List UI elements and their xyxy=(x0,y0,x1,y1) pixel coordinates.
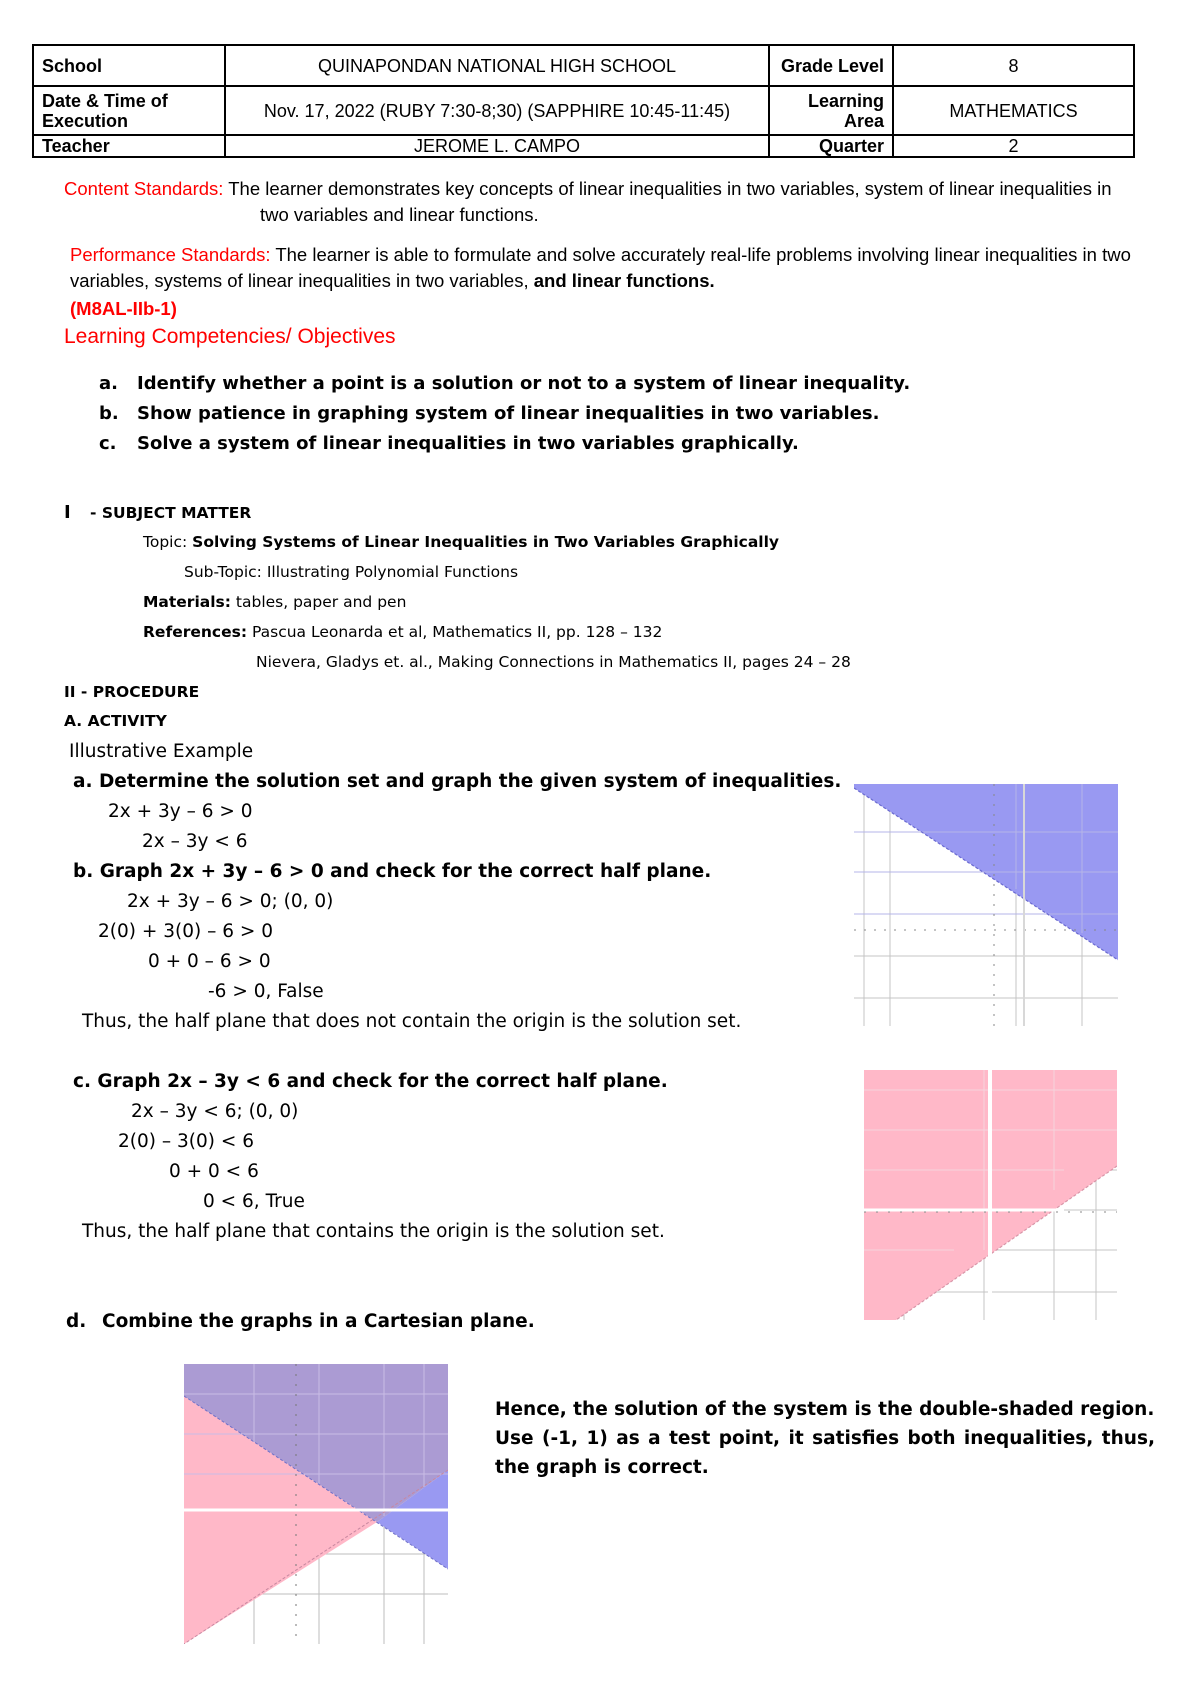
competency-code: (M8AL-IIb-1) xyxy=(70,298,177,319)
step-b-work: 2x + 3y – 6 > 0; (0, 0) xyxy=(127,891,334,912)
inequality-1: 2x + 3y – 6 > 0 xyxy=(108,801,253,822)
inequality-2: 2x – 3y < 6 xyxy=(142,831,248,852)
date-value: Nov. 17, 2022 (RUBY 7:30-8;30) (SAPPHIRE 10:45-11:45) xyxy=(225,86,769,135)
graph-combined xyxy=(184,1364,448,1644)
subtopic-line: Sub-Topic: Illustrating Polynomial Functions xyxy=(184,563,519,581)
step-c: c. Graph 2x – 3y < 6 and check for the correct half plane. xyxy=(73,1071,668,1092)
step-c-work: 0 < 6, True xyxy=(203,1191,305,1212)
conclusion-line-2: Use (-1, 1) as a test point, it satisfies both inequalities, thus, the graph is correct. xyxy=(495,1428,1155,1478)
performance-standards-text: The learner is able to formulate and solve accurately real-life problems involving linear inequalities in two variables, systems of linear inequalities in two variables, xyxy=(70,244,1131,291)
step-c-conclusion: Thus, the half plane that contains the origin is the solution set. xyxy=(82,1221,665,1242)
date-label: Date & Time of Execution xyxy=(33,86,225,135)
header-table xyxy=(32,44,1135,158)
area-value: MATHEMATICS xyxy=(893,86,1134,135)
teacher-label: Teacher xyxy=(33,135,225,157)
content-standards-label: Content Standards: xyxy=(64,178,224,199)
topic-line: Topic: Solving Systems of Linear Inequalities in Two Variables Graphically xyxy=(143,533,780,551)
grade-label: Grade Level xyxy=(769,45,893,86)
conclusion-text xyxy=(495,1395,1155,1482)
example-title: Illustrative Example xyxy=(69,741,254,762)
activity-heading: A. ACTIVITY xyxy=(64,712,167,730)
procedure-heading: II - PROCEDURE xyxy=(64,683,200,701)
performance-standards-bold: and linear functions. xyxy=(533,270,715,291)
step-c-work: 0 + 0 < 6 xyxy=(169,1161,259,1182)
conclusion-line-1: Hence, the solution of the system is the double-shaded region. xyxy=(495,1399,1155,1420)
quarter-value: 2 xyxy=(893,135,1134,157)
step-b-work: 2(0) + 3(0) – 6 > 0 xyxy=(98,921,274,942)
quarter-label: Quarter xyxy=(769,135,893,157)
subject-matter-heading: I - SUBJECT MATTER xyxy=(64,502,252,523)
objective-item: b. Show patience in graphing system of linear inequalities in two variables. xyxy=(99,403,880,424)
step-c-work: 2x – 3y < 6; (0, 0) xyxy=(131,1101,299,1122)
step-a: a. Determine the solution set and graph the given system of inequalities. xyxy=(73,771,842,792)
graph-inequality-2 xyxy=(864,1070,1117,1320)
materials-line: Materials: tables, paper and pen xyxy=(143,593,407,611)
objective-item: a. Identify whether a point is a solution or not to a system of linear inequality. xyxy=(99,373,911,394)
step-d: d. Combine the graphs in a Cartesian plane. xyxy=(66,1311,535,1332)
content-standards-text: The learner demonstrates key concepts of linear inequalities in two variables, system of linear inequalities in two variables and linear functions. xyxy=(228,178,1112,225)
performance-standards-label: Performance Standards: xyxy=(70,244,271,265)
step-c-work: 2(0) – 3(0) < 6 xyxy=(118,1131,254,1152)
teacher-value: JEROME L. CAMPO xyxy=(225,135,769,157)
reference-2: Nievera, Gladys et. al., Making Connections in Mathematics II, pages 24 – 28 xyxy=(256,653,851,671)
objectives-title: Learning Competencies/ Objectives xyxy=(64,325,396,348)
grade-value: 8 xyxy=(893,45,1134,86)
references-line: References: Pascua Leonarda et al, Mathematics II, pp. 128 – 132 xyxy=(143,623,663,641)
step-b-work: 0 + 0 – 6 > 0 xyxy=(148,951,271,972)
area-label: Learning Area xyxy=(769,86,893,135)
objective-item: c. Solve a system of linear inequalities in two variables graphically. xyxy=(99,433,799,454)
performance-standards xyxy=(70,242,1145,294)
objectives-list xyxy=(99,369,910,459)
step-b: b. Graph 2x + 3y – 6 > 0 and check for the correct half plane. xyxy=(73,861,712,882)
school-value: QUINAPONDAN NATIONAL HIGH SCHOOL xyxy=(225,45,769,86)
content-standards xyxy=(64,176,1144,228)
graph-inequality-1 xyxy=(854,784,1118,1026)
step-b-conclusion: Thus, the half plane that does not contain the origin is the solution set. xyxy=(82,1011,742,1032)
school-label: School xyxy=(33,45,225,86)
step-b-work: -6 > 0, False xyxy=(208,981,324,1002)
